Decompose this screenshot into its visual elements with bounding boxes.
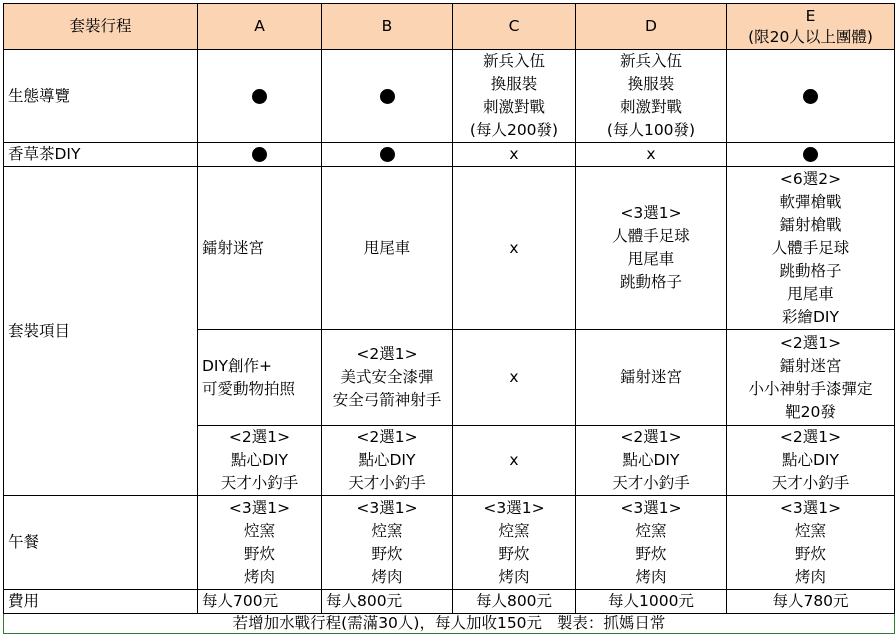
lunch-c bbox=[453, 496, 576, 590]
lunch-option: 焢窯 bbox=[794, 521, 826, 540]
eco-row bbox=[4, 50, 895, 143]
lunch-a bbox=[198, 496, 322, 590]
eco-c-line: 新兵入伍 bbox=[482, 52, 545, 70]
eco-c-line: 刺激對戰 bbox=[482, 98, 545, 116]
package-r2-e-line: 小小神射手漆彈定 bbox=[748, 379, 873, 398]
lunch-option: 野炊 bbox=[371, 544, 403, 563]
package-r2-a bbox=[198, 330, 322, 426]
package-label: 套裝項目 bbox=[4, 167, 198, 496]
package-r1-a: 鐳射迷宮 bbox=[198, 167, 322, 330]
package-r1-d-line: 甩尾車 bbox=[627, 250, 675, 268]
package-r1-e-line: 軟彈槍戰 bbox=[779, 192, 842, 211]
tea-row bbox=[4, 143, 895, 167]
footer-row bbox=[4, 614, 895, 634]
package-r2-b-line: <2選1> bbox=[356, 345, 418, 363]
package-r3-d-line: <2選1> bbox=[620, 428, 682, 446]
lunch-option: 焢窯 bbox=[243, 521, 275, 540]
eco-d-line: (每人100發) bbox=[606, 121, 696, 139]
footer-note-cell bbox=[4, 614, 895, 634]
header-row bbox=[4, 4, 895, 50]
package-r1-e-line: <6選2> bbox=[779, 169, 842, 188]
package-r3-d-line: 天才小釣手 bbox=[612, 474, 690, 492]
lunch-option: <3選1> bbox=[356, 498, 418, 517]
lunch-option: <3選1> bbox=[228, 498, 291, 517]
package-r3-b-line: <2選1> bbox=[356, 428, 418, 446]
tea-a bbox=[198, 143, 322, 167]
included-dot-icon bbox=[252, 89, 267, 104]
package-r1-e-line: 跳動格子 bbox=[779, 261, 842, 280]
footer-note: 若增加水戰行程(需滿30人)，每人加收150元 bbox=[232, 614, 543, 632]
package-r3-a bbox=[198, 426, 322, 496]
included-dot-icon bbox=[380, 89, 395, 104]
eco-c-line: 換服裝 bbox=[490, 75, 538, 93]
tea-d: x bbox=[576, 143, 727, 167]
package-r1-e-line: 鐳射槍戰 bbox=[779, 215, 842, 234]
lunch-option: 烤肉 bbox=[794, 567, 826, 586]
package-r1-e bbox=[727, 167, 895, 330]
lunch-option: 野炊 bbox=[243, 544, 275, 563]
lunch-option: 焢窯 bbox=[371, 521, 403, 540]
included-dot-icon bbox=[380, 147, 395, 162]
fee-c: 每人800元 bbox=[453, 590, 576, 614]
package-r3-a-line: 天才小釣手 bbox=[220, 474, 299, 492]
package-r3-b-line: 天才小釣手 bbox=[348, 474, 426, 492]
package-r1-d-line: 人體手足球 bbox=[612, 227, 690, 245]
eco-a bbox=[198, 50, 322, 143]
fee-d: 每人1000元 bbox=[576, 590, 727, 614]
included-dot-icon bbox=[252, 147, 267, 162]
lunch-row bbox=[4, 496, 895, 590]
lunch-option: 野炊 bbox=[794, 544, 826, 563]
lunch-option: <3選1> bbox=[779, 498, 842, 517]
lunch-option: 野炊 bbox=[498, 544, 530, 563]
included-dot-icon bbox=[803, 147, 818, 162]
package-r1-d bbox=[576, 167, 727, 330]
header-d: D bbox=[576, 4, 727, 50]
package-r3-e-line: 點心DIY bbox=[782, 451, 839, 469]
package-row-1 bbox=[4, 167, 895, 330]
package-r1-c: x bbox=[453, 167, 576, 330]
fee-b: 每人800元 bbox=[322, 590, 453, 614]
package-r2-e-line: <2選1> bbox=[779, 333, 842, 352]
footer-credit: 製表：抓媽日常 bbox=[556, 614, 666, 632]
lunch-e bbox=[727, 496, 895, 590]
package-r1-e-line: 人體手足球 bbox=[771, 238, 850, 257]
lunch-b bbox=[322, 496, 453, 590]
package-r1-e-line: 甩尾車 bbox=[787, 284, 834, 303]
package-r2-b-line: 美式安全漆彈 bbox=[340, 368, 434, 386]
tea-e bbox=[727, 143, 895, 167]
fee-e: 每人780元 bbox=[727, 590, 895, 614]
package-r3-a-line: 點心DIY bbox=[231, 451, 288, 469]
fee-label: 費用 bbox=[4, 590, 198, 614]
package-r2-b-line: 安全弓箭神射手 bbox=[332, 391, 442, 409]
eco-d-line: 刺激對戰 bbox=[619, 98, 682, 116]
package-r2-e-line: 鐳射迷宮 bbox=[779, 356, 842, 375]
package-r2-e bbox=[727, 330, 895, 426]
package-r3-b bbox=[322, 426, 453, 496]
lunch-label: 午餐 bbox=[4, 496, 198, 590]
package-r1-d-line: <3選1> bbox=[620, 204, 682, 222]
eco-d-line: 新兵入伍 bbox=[619, 52, 682, 70]
package-r3-e-line: <2選1> bbox=[779, 428, 842, 446]
package-r1-b: 甩尾車 bbox=[322, 167, 453, 330]
lunch-option: 烤肉 bbox=[243, 567, 275, 586]
lunch-option: 烤肉 bbox=[371, 567, 403, 586]
lunch-d bbox=[576, 496, 727, 590]
header-label: 套裝行程 bbox=[4, 4, 198, 50]
package-r1-e-line: 彩繪DIY bbox=[782, 307, 839, 326]
lunch-option: 烤肉 bbox=[635, 567, 667, 586]
eco-b bbox=[322, 50, 453, 143]
eco-e bbox=[727, 50, 895, 143]
tea-c: x bbox=[453, 143, 576, 167]
package-r2-c: x bbox=[453, 330, 576, 426]
header-e-line1: E bbox=[805, 6, 816, 25]
header-c: C bbox=[453, 4, 576, 50]
package-r2-e-line: 靶20發 bbox=[785, 402, 836, 421]
lunch-option: 烤肉 bbox=[498, 567, 530, 586]
package-r2-a-line: 可愛動物拍照 bbox=[202, 379, 296, 398]
package-r1-d-line: 跳動格子 bbox=[619, 273, 682, 291]
lunch-option: <3選1> bbox=[620, 498, 682, 517]
lunch-option: <3選1> bbox=[483, 498, 545, 517]
fee-a: 每人700元 bbox=[198, 590, 322, 614]
header-b: B bbox=[322, 4, 453, 50]
package-r3-a-line: <2選1> bbox=[228, 428, 291, 446]
eco-label: 生態導覽 bbox=[4, 50, 198, 143]
package-r3-e bbox=[727, 426, 895, 496]
package-r2-d: 鐳射迷宮 bbox=[576, 330, 727, 426]
header-e-line2: (限20人以上團體) bbox=[748, 27, 873, 46]
eco-c bbox=[453, 50, 576, 143]
tea-label: 香草茶DIY bbox=[4, 143, 198, 167]
package-comparison-table bbox=[3, 3, 895, 634]
included-dot-icon bbox=[803, 89, 818, 104]
package-r3-c: x bbox=[453, 426, 576, 496]
header-e bbox=[727, 4, 895, 50]
package-r3-d-line: 點心DIY bbox=[622, 451, 680, 469]
header-a: A bbox=[198, 4, 322, 50]
package-r3-d bbox=[576, 426, 727, 496]
eco-d-line: 換服裝 bbox=[627, 75, 675, 93]
lunch-option: 焢窯 bbox=[635, 521, 667, 540]
package-r3-e-line: 天才小釣手 bbox=[771, 474, 850, 492]
eco-d bbox=[576, 50, 727, 143]
fee-row bbox=[4, 590, 895, 614]
package-r2-a-line: DIY創作+ bbox=[202, 356, 272, 375]
package-r3-b-line: 點心DIY bbox=[358, 451, 416, 469]
lunch-option: 焢窯 bbox=[498, 521, 530, 540]
lunch-option: 野炊 bbox=[635, 544, 667, 563]
package-r2-b bbox=[322, 330, 453, 426]
eco-c-line: (每人200發) bbox=[469, 121, 559, 139]
tea-b bbox=[322, 143, 453, 167]
